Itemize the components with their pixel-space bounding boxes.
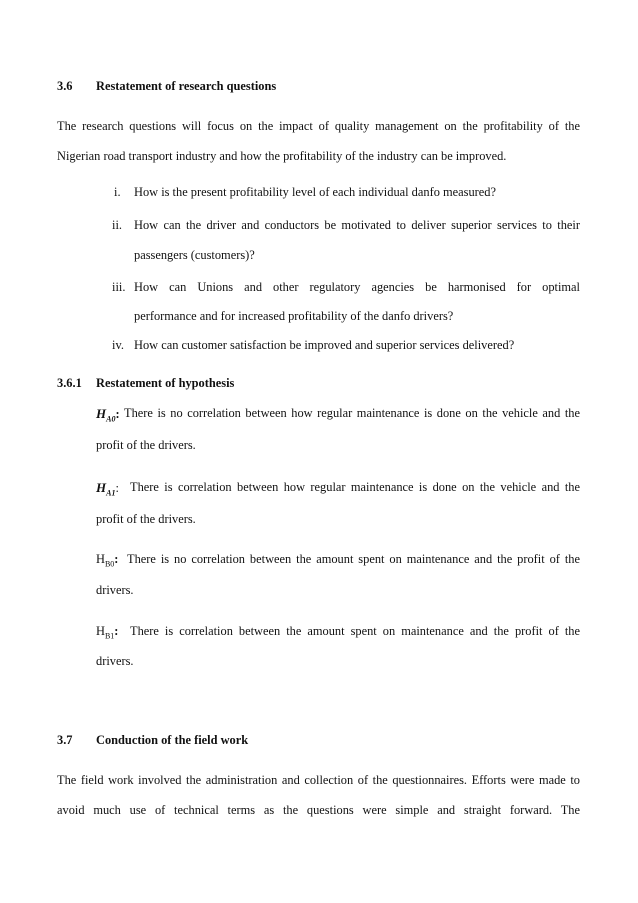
list-item: How can Unions and other regulatory agencies be harmonised for optimal xyxy=(134,280,580,294)
hypothesis-ha1: $H_{A1}$: xyxy=(96,480,119,498)
list-numeral: ii. xyxy=(112,218,122,232)
hypothesis-text-continued: profit of the drivers. xyxy=(96,438,196,452)
hypothesis-text-continued: profit of the drivers. xyxy=(96,512,196,526)
hypothesis-text-continued: drivers. xyxy=(96,583,134,597)
section-title: Conduction of the field work xyxy=(96,733,249,747)
hypothesis-ha0: $H_{A0}$: xyxy=(96,406,120,424)
list-numeral: iii. xyxy=(112,280,126,294)
section-title: Restatement of research questions xyxy=(96,79,277,93)
hypothesis-text: There is no correlation between how regular maintenance is done on the vehicle and the xyxy=(124,406,580,420)
hypothesis-symbol: $H_{A0}$ xyxy=(96,406,116,424)
list-item-continued: passengers (customers)? xyxy=(134,248,255,262)
hypothesis-text-continued: drivers. xyxy=(96,654,134,668)
hypothesis-hb1: $H_{B1}$: xyxy=(96,624,119,641)
hypothesis-symbol: $H_{B0}$ xyxy=(96,552,115,569)
hypothesis-symbol: $H_{A1}$ xyxy=(96,480,116,498)
paragraph-line: The research questions will focus on the impact of quality management on the profitability of the xyxy=(57,119,580,133)
list-item: How can customer satisfaction be improved and superior services delivered? xyxy=(134,338,515,352)
hypothesis-hb0: $H_{B0}$: xyxy=(96,552,119,569)
paragraph-line: Nigerian road transport industry and how the profitability of the industry can be improved. xyxy=(57,149,507,163)
section-title: Restatement of hypothesis xyxy=(96,376,235,390)
hypothesis-text: There is correlation between the amount spent on maintenance and the profit of the xyxy=(130,624,580,638)
list-item-continued: performance and for increased profitability of the danfo drivers? xyxy=(134,309,454,323)
list-numeral: i. xyxy=(114,185,121,199)
paragraph-line: The field work involved the administration and collection of the questionnaires. Efforts were made to xyxy=(57,773,580,787)
hypothesis-text: There is no correlation between the amount spent on maintenance and the profit of the xyxy=(127,552,580,566)
section-number: 3.6.1 xyxy=(57,376,82,390)
section-number: 3.7 xyxy=(57,733,73,747)
list-item: How is the present profitability level of each individual danfo measured? xyxy=(134,185,496,199)
paragraph-line: avoid much use of technical terms as the questions were simple and straight forward. The xyxy=(57,803,580,817)
section-number: 3.6 xyxy=(57,79,73,93)
list-numeral: iv. xyxy=(112,338,124,352)
hypothesis-text: There is correlation between how regular maintenance is done on the vehicle and the xyxy=(130,480,580,494)
hypothesis-symbol: $H_{B1}$ xyxy=(96,624,115,641)
list-item: How can the driver and conductors be motivated to deliver superior services to their xyxy=(134,218,580,232)
